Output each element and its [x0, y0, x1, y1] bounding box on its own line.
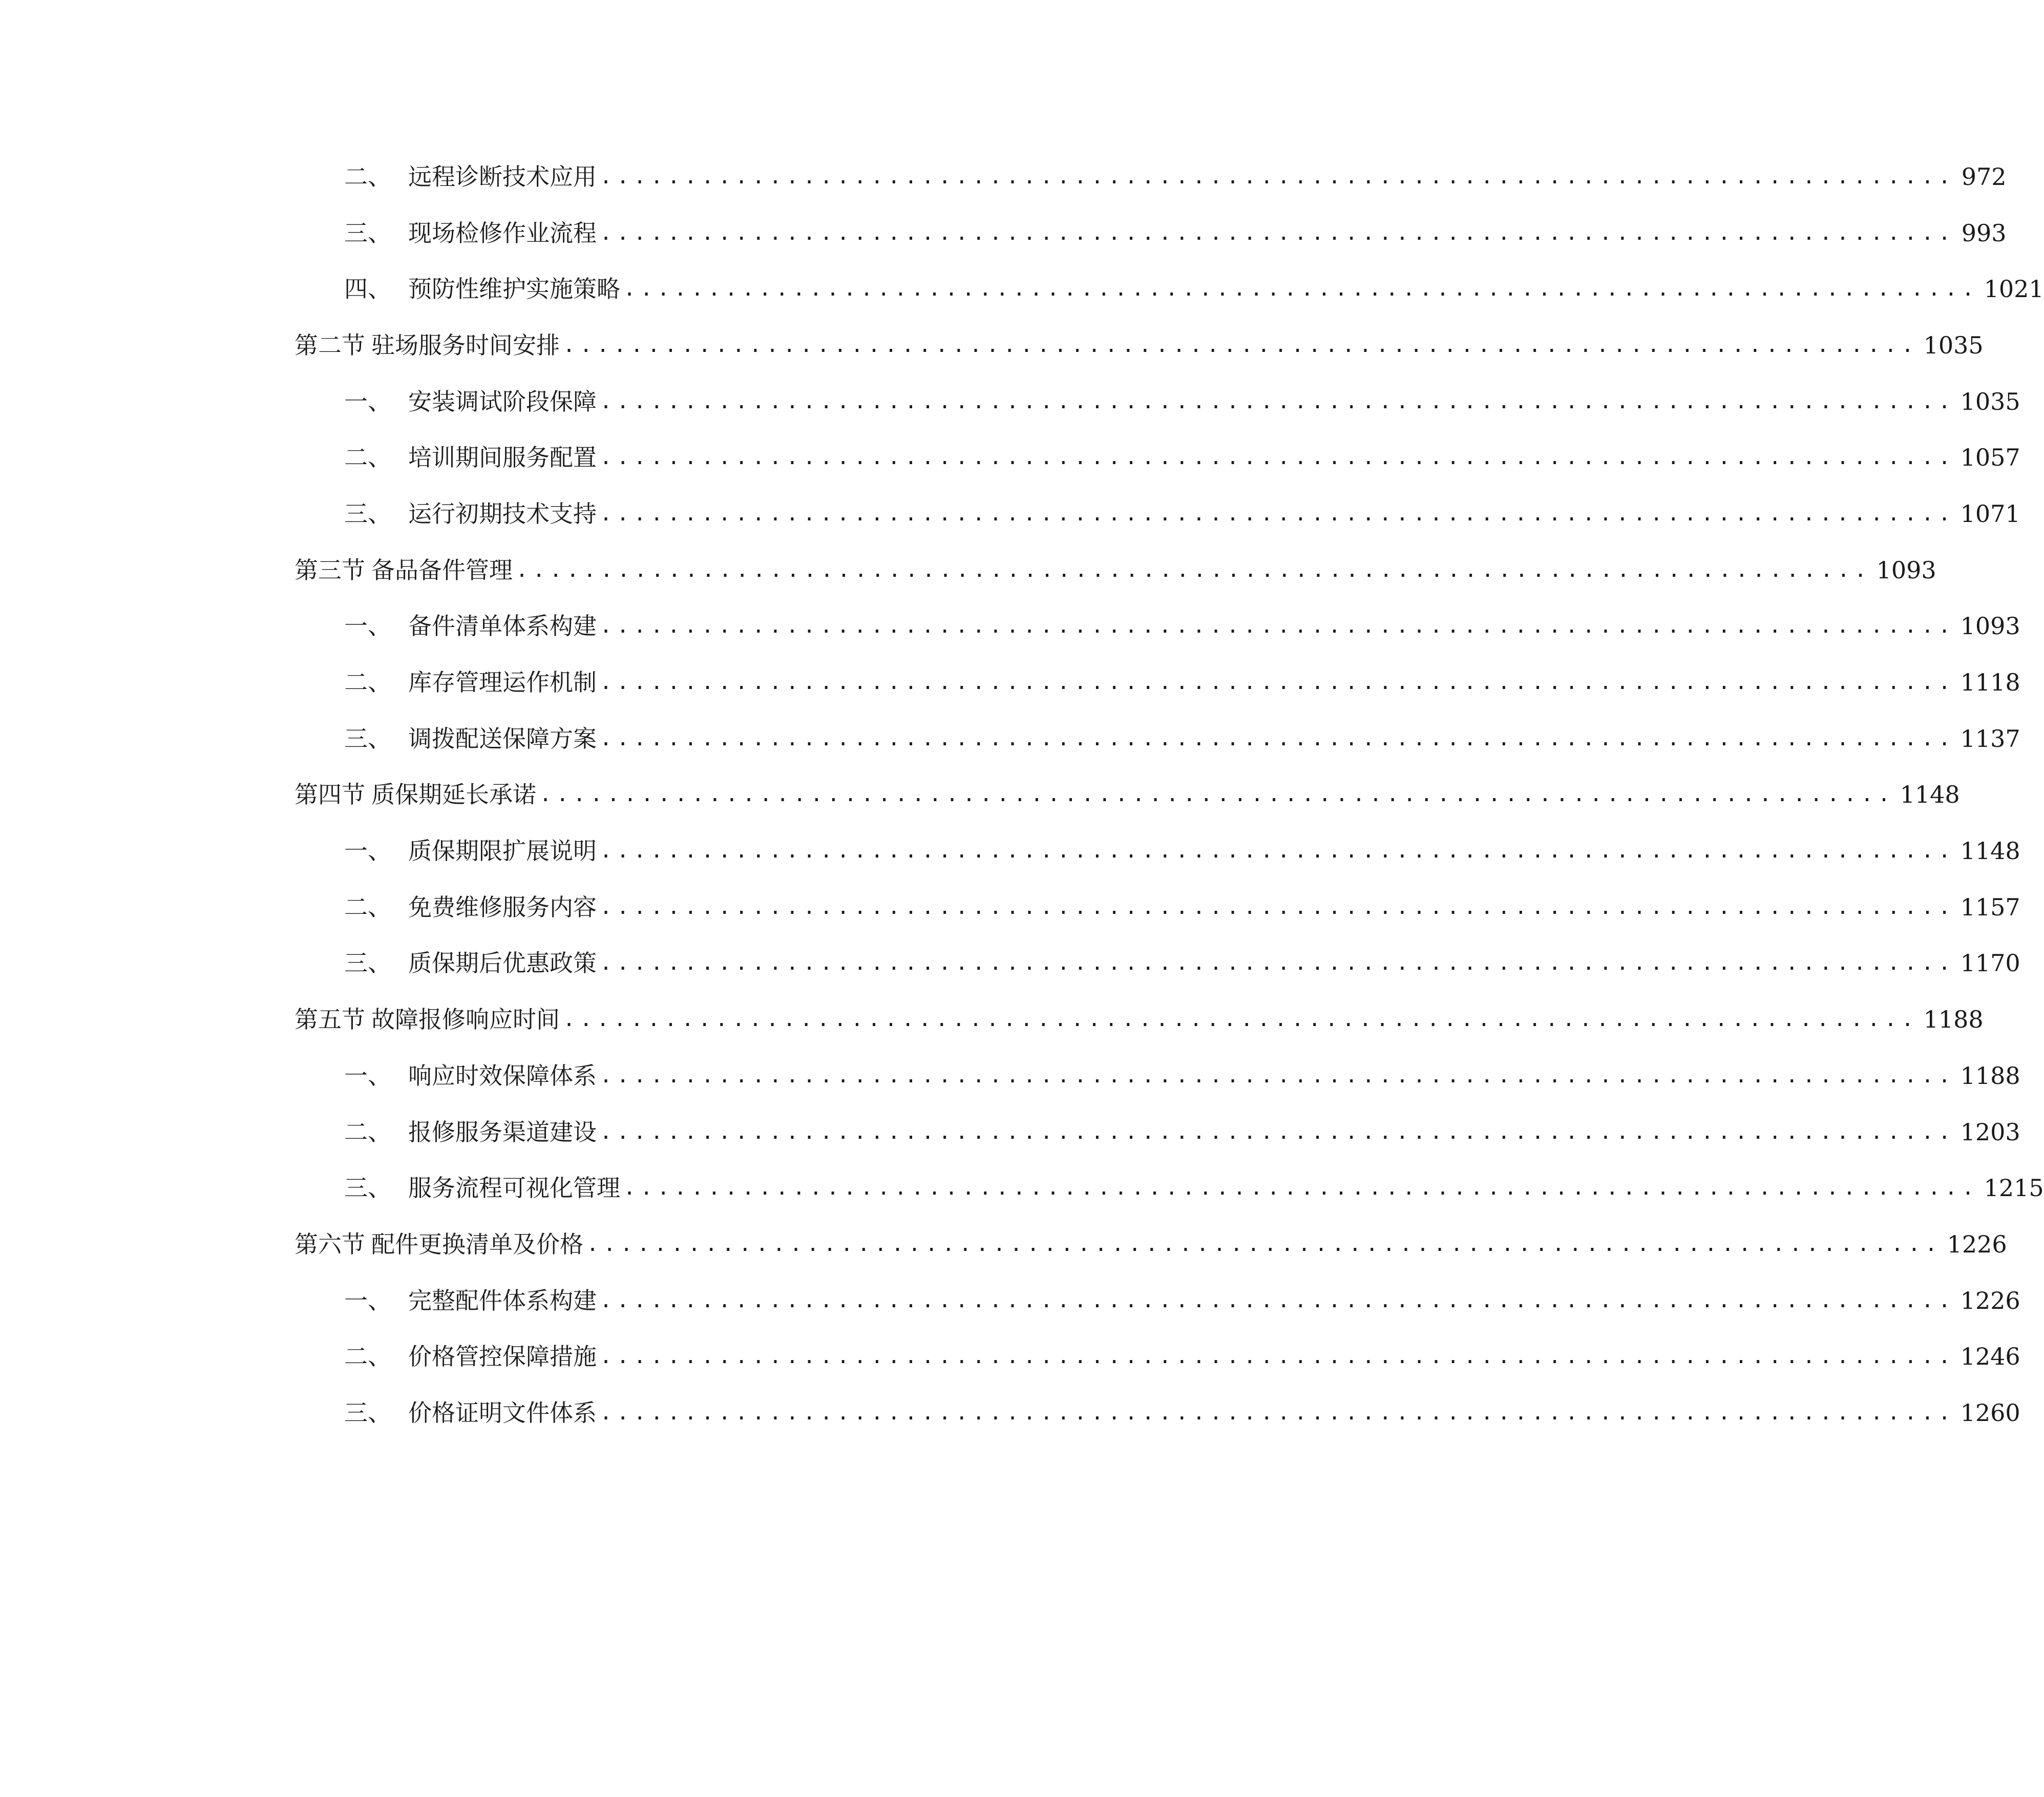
toc-section-title: 备品备件管理 — [371, 556, 513, 584]
toc-entry-page-number: 993 — [1961, 219, 2007, 247]
toc-entry[interactable] — [294, 373, 2020, 430]
toc-section-marker: 第四节 — [294, 781, 365, 809]
toc-entry-page-number: 1035 — [1923, 331, 1984, 359]
dot-leader: ................................................................................ — [563, 1008, 1919, 1032]
toc-entry-title: 安装调试阶段保障 — [408, 387, 597, 415]
toc-entry[interactable] — [294, 1385, 2020, 1441]
toc-entry-page-number: 1021 — [1984, 275, 2044, 303]
dot-leader: ................................................................................ — [516, 558, 1871, 582]
toc-entry[interactable] — [294, 879, 2020, 935]
toc-entry-page-number: 1057 — [1960, 444, 2020, 472]
dot-leader: ................................................................................ — [623, 277, 1979, 301]
toc-entry-title: 服务流程可视化管理 — [408, 1174, 620, 1202]
toc-entry[interactable] — [294, 1272, 2020, 1329]
toc-entry-page-number: 1170 — [1960, 949, 2020, 977]
toc-entry-marker: 三、 — [344, 499, 391, 528]
toc-entry-title: 响应时效保障体系 — [408, 1061, 597, 1090]
toc-entry[interactable] — [294, 1328, 2020, 1385]
toc-section-entry[interactable] — [294, 1216, 2007, 1272]
toc-entry-marker: 一、 — [344, 612, 391, 640]
toc-entry-page-number: 1188 — [1960, 1061, 2020, 1090]
dot-leader: ................................................................................ — [600, 726, 1955, 750]
toc-entry-title: 价格管控保障措施 — [408, 1343, 597, 1371]
toc-entry-page-number: 1260 — [1960, 1398, 2020, 1427]
dot-leader: ................................................................................ — [539, 783, 1895, 807]
toc-entry-title: 预防性维护实施策略 — [408, 275, 620, 303]
toc-entry-marker: 二、 — [344, 444, 391, 472]
dot-leader: ................................................................................ — [600, 1063, 1955, 1088]
dot-leader: ................................................................................ — [600, 614, 1955, 638]
toc-entry-title: 质保期限扩展说明 — [408, 837, 597, 865]
toc-entry-title: 免费维修服务内容 — [408, 893, 597, 921]
toc-entry-marker: 三、 — [344, 949, 391, 977]
toc-entry-title: 报修服务渠道建设 — [408, 1118, 597, 1146]
dot-leader: ................................................................................ — [600, 1345, 1955, 1369]
toc-entry-page-number: 1093 — [1876, 556, 1936, 584]
dot-leader: ................................................................................ — [600, 1120, 1955, 1144]
dot-leader: ................................................................................ — [600, 502, 1955, 526]
toc-entry-page-number: 1137 — [1960, 724, 2020, 753]
dot-leader: ................................................................................ — [600, 951, 1955, 975]
toc-entry-page-number: 1148 — [1960, 837, 2020, 865]
dot-leader: ................................................................................ — [600, 446, 1955, 470]
toc-entry-marker: 三、 — [344, 724, 391, 753]
toc-section-marker: 第六节 — [294, 1230, 365, 1258]
toc-entry-marker: 一、 — [344, 387, 391, 415]
toc-entry-page-number: 1188 — [1923, 1006, 1984, 1034]
toc-entry-marker: 二、 — [344, 668, 391, 697]
toc-entry-page-number: 1071 — [1960, 499, 2020, 528]
dot-leader: ................................................................................ — [586, 1232, 1942, 1256]
dot-leader: ................................................................................ — [600, 839, 1955, 863]
toc-section-marker: 第五节 — [294, 1006, 365, 1034]
toc-entry-marker: 一、 — [344, 1286, 391, 1314]
toc-entry-title: 价格证明文件体系 — [408, 1398, 597, 1427]
toc-entry-marker: 二、 — [344, 1118, 391, 1146]
toc-section-marker: 第二节 — [294, 331, 365, 359]
toc-section-marker: 第三节 — [294, 556, 365, 584]
toc-entry-page-number: 1035 — [1960, 387, 2020, 415]
toc-entry[interactable] — [294, 149, 2007, 205]
toc-entry-title: 运行初期技术支持 — [408, 499, 597, 528]
dot-leader: ................................................................................ — [600, 221, 1955, 245]
toc-entry-page-number: 1226 — [1960, 1286, 2020, 1314]
toc-entry-marker: 三、 — [344, 219, 391, 247]
toc-entry-page-number: 1148 — [1900, 781, 1960, 809]
toc-entry-page-number: 1093 — [1960, 612, 2020, 640]
toc-entry[interactable] — [294, 654, 2020, 711]
toc-entry[interactable] — [294, 261, 2044, 317]
toc-entry-page-number: 1157 — [1960, 893, 2020, 921]
toc-entry[interactable] — [294, 1104, 2020, 1160]
toc-entry-title: 完整配件体系构建 — [408, 1286, 597, 1314]
toc-entry[interactable] — [294, 1160, 2044, 1216]
toc-entry-page-number: 1215 — [1984, 1174, 2044, 1202]
toc-section-title: 驻场服务时间安排 — [371, 331, 560, 359]
dot-leader: ................................................................................ — [600, 895, 1955, 919]
toc-entry-marker: 四、 — [344, 275, 391, 303]
toc-entry-marker: 一、 — [344, 837, 391, 865]
toc-entry-marker: 三、 — [344, 1174, 391, 1202]
toc-entry-page-number: 1118 — [1960, 668, 2020, 697]
toc-section-title: 质保期延长承诺 — [371, 781, 536, 809]
toc-entry-title: 现场检修作业流程 — [408, 219, 597, 247]
dot-leader: ................................................................................ — [600, 671, 1955, 695]
toc-entry-title: 调拨配送保障方案 — [408, 724, 597, 753]
table-of-contents — [294, 149, 2044, 1441]
toc-section-entry[interactable] — [294, 991, 1984, 1048]
toc-section-title: 配件更换清单及价格 — [371, 1230, 583, 1258]
toc-entry-marker: 二、 — [344, 893, 391, 921]
toc-entry-marker: 二、 — [344, 162, 391, 191]
toc-section-entry[interactable] — [294, 767, 1960, 823]
toc-entry-page-number: 1246 — [1960, 1343, 2020, 1371]
toc-entry[interactable] — [294, 486, 2020, 542]
dot-leader: ................................................................................ — [600, 1288, 1955, 1312]
toc-entry-page-number: 1226 — [1947, 1230, 2007, 1258]
dot-leader: ................................................................................ — [600, 1401, 1955, 1425]
toc-entry[interactable] — [294, 711, 2020, 767]
dot-leader: ................................................................................ — [600, 389, 1955, 413]
toc-entry-marker: 一、 — [344, 1061, 391, 1090]
toc-entry-title: 培训期间服务配置 — [408, 444, 597, 472]
dot-leader: ................................................................................ — [563, 333, 1919, 357]
toc-section-title: 故障报修响应时间 — [371, 1006, 560, 1034]
toc-entry-page-number: 972 — [1961, 162, 2007, 191]
toc-entry[interactable] — [294, 823, 2020, 879]
toc-entry-title: 库存管理运作机制 — [408, 668, 597, 697]
toc-entry-title: 远程诊断技术应用 — [408, 162, 597, 191]
toc-entry[interactable] — [294, 1048, 2020, 1104]
dot-leader: ................................................................................ — [600, 164, 1955, 189]
toc-entry-marker: 二、 — [344, 1343, 391, 1371]
toc-entry-marker: 三、 — [344, 1398, 391, 1427]
toc-entry[interactable] — [294, 935, 2020, 992]
toc-entry-title: 备件清单体系构建 — [408, 612, 597, 640]
toc-section-entry[interactable] — [294, 317, 1984, 373]
toc-entry[interactable] — [294, 598, 2020, 655]
toc-section-entry[interactable] — [294, 542, 1936, 598]
toc-entry[interactable] — [294, 429, 2020, 486]
toc-entry-title: 质保期后优惠政策 — [408, 949, 597, 977]
toc-entry-page-number: 1203 — [1960, 1118, 2020, 1146]
dot-leader: ................................................................................ — [623, 1176, 1979, 1200]
toc-entry[interactable] — [294, 205, 2007, 261]
